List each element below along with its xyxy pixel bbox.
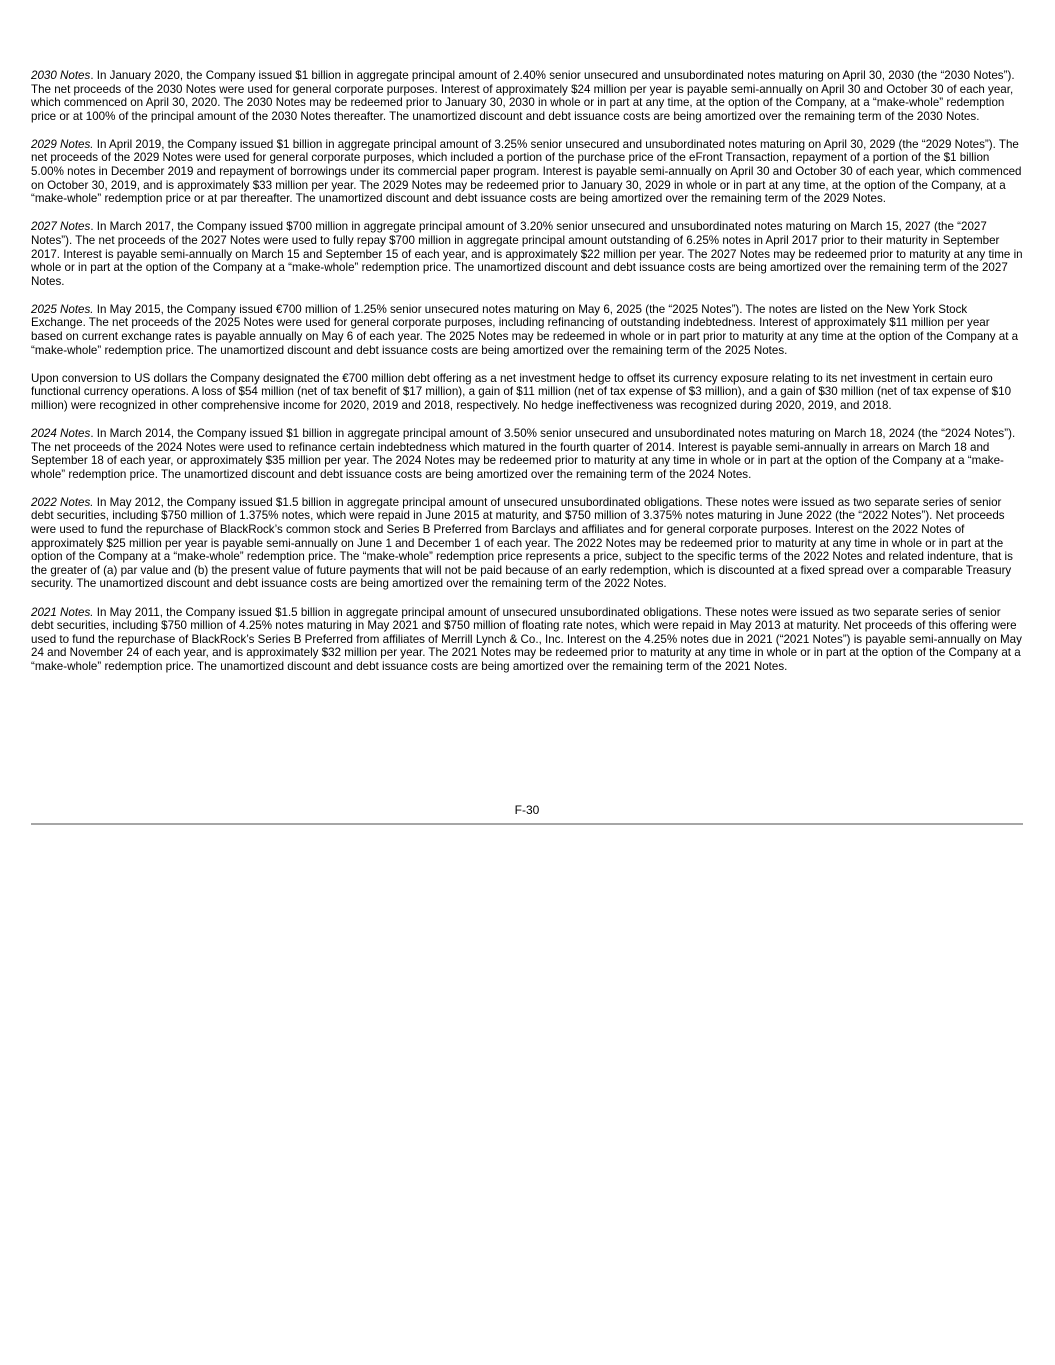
- paragraph-net-investment-hedge: [31, 372, 1023, 413]
- paragraph-2027-notes: [31, 220, 1023, 288]
- paragraph-heading: 2030 Notes: [31, 69, 91, 82]
- paragraph-heading: 2029 Notes.: [31, 137, 94, 151]
- paragraph-separator: .: [90, 69, 97, 82]
- paragraph-2029-notes: [31, 138, 1023, 206]
- paragraph-separator: .: [90, 426, 97, 440]
- page-divider: [31, 823, 1023, 825]
- paragraph-text: In May 2015, the Company issued €700 million of 1.25% senior unsecured notes maturing on May 6, 2025 (the “2025 Notes”). The notes are listed on the New York Stock Exchange. The net proceeds of the 2025 Notes were used for general corporate purposes, including refinancing of outstanding indebtedness. Interest of approximately $11 million per year based on current exchange rates is payable annually on May 6 of each year. The 2025 Notes may be redeemed in whole or in part prior to maturity at any time at the option of the Company at a “make-whole” redemption price. The unamortized discount and debt issuance costs are being amortized over the remaining term of the 2025 Notes.: [31, 302, 1019, 357]
- paragraph-heading: 2021 Notes.: [31, 605, 94, 619]
- paragraph-2024-notes: [31, 427, 1023, 481]
- paragraph-text: In May 2012, the Company issued $1.5 billion in aggregate principal amount of unsecured unsubordinated obligations. These notes were issued as two separate series of senior debt securities, including $750 million of 1.375% notes, which were repaid in June 2015 at maturity, and $750 million of 3.375% notes maturing in June 2022 (the “2022 Notes”). Net proceeds were used to fund the repurchase of BlackRock’s common stock and Series B Preferred from Barclays and affiliates and for general corporate purposes. Interest on the 2022 Notes of approximately $25 million per year is payable semi-annually on June 1 and December 1 of each year. The 2022 Notes may be redeemed prior to maturity at any time in whole or in part at the option of the Company at a “make-whole” redemption price. The “make-whole” redemption price represents a price, subject to the specific terms of the 2022 Notes and related indenture, that is the greater of (a) par value and (b) the present value of future payments that will not be paid because of an early redemption, which is discounted at a fixed spread over a comparable Treasury security. The unamortized discount and debt issuance costs are being amortized over the remaining term of the 2022 Notes.: [31, 495, 1013, 591]
- paragraph-text: In March 2017, the Company issued $700 million in aggregate principal amount of 3.20% senior unsecured and unsubordinated notes maturing on March 15, 2027 (the “2027 Notes”). The net proceeds of the 2027 Notes were used to fully repay $700 million in aggregate principal amount outstanding of 6.25% notes in April 2017 prior to their maturity in September 2017. Interest is payable semi-annually on March 15 and September 15 of each year, and is approximately $22 million per year. The 2027 Notes may be redeemed prior to maturity at any time in whole or in part at the option of the Company at a “make-whole” redemption price. The unamortized discount and debt issuance costs are being amortized over the remaining term of the 2027 Notes.: [31, 220, 1023, 288]
- paragraph-text: Upon conversion to US dollars the Company designated the €700 million debt offering as a net investment hedge to offset its currency exposure relating to its net investment in certain euro functional currency operations. A loss of $54 million (net of tax benefit of $17 million), a gain of $11 million (net of tax expense of $3 million), and a gain of $30 million (net of tax expense of $10 million) were recognized in other comprehensive income for 2020, 2019 and 2018, respectively. No hedge ineffectiveness was recognized during 2020, 2019, and 2018.: [31, 371, 1012, 412]
- paragraph-2021-notes: [31, 606, 1023, 674]
- page-number: F-30: [514, 803, 540, 817]
- paragraph-heading: 2025 Notes.: [31, 302, 94, 316]
- paragraph-heading: 2022 Notes.: [31, 495, 94, 509]
- paragraph-2025-notes: [31, 303, 1023, 357]
- paragraph-text: In March 2014, the Company issued $1 billion in aggregate principal amount of 3.50% senior unsecured and unsubordinated notes maturing on March 18, 2024 (the “2024 Notes”). The net proceeds of the 2024 Notes were used to refinance certain indebtedness which matured in the fourth quarter of 2014. Interest is payable semi-annually in arrears on March 18 and September 18 of each year, or approximately $35 million per year. The 2024 Notes may be redeemed prior to maturity at any time in whole or in part at the option of the Company at a “make-whole” redemption price. The unamortized discount and debt issuance costs are being amortized over the remaining term of the 2024 Notes.: [31, 426, 1016, 481]
- paragraph-heading: 2027 Notes: [31, 220, 91, 234]
- paragraph-2022-notes: [31, 496, 1023, 591]
- paragraph-text: In January 2020, the Company issued $1 billion in aggregate principal amount of 2.40% senior unsecured and unsubordinated notes maturing on April 30, 2030 (the “2030 Notes”). The net proceeds of the 2030 Notes were used for general corporate purposes. Interest of approximately $24 million per year is payable semi-annually on April 30 and October 30 of each year, which commenced on April 30, 2020. The 2030 Notes may be redeemed prior to January 30, 2030 in whole or in part at any time, at the option of the Company, at a “make-whole” redemption price or at 100% of the principal amount of the 2030 Notes thereafter. The unamortized discount and debt issuance costs are being amortized over the remaining term of the 2030 Notes.: [31, 69, 1015, 123]
- paragraph-text: In April 2019, the Company issued $1 billion in aggregate principal amount of 3.25% senior unsecured and unsubordinated notes maturing on April 30, 2029 (the “2029 Notes”). The net proceeds of the 2029 Notes were used for general corporate purposes, which included a portion of the purchase price of the eFront Transaction, repayment of a portion of the $1 billion 5.00% notes in December 2019 and repayment of borrowings under its commercial paper program. Interest is payable semi-annually on April 30 and October 30 of each year, which commenced on October 30, 2019, and is approximately $33 million per year. The 2029 Notes may be redeemed prior to January 30, 2029 in whole or in part at any time, at the option of the Company, at a “make-whole” redemption price or at par thereafter. The unamortized discount and debt issuance costs are being amortized over the remaining term of the 2029 Notes.: [31, 137, 1022, 206]
- paragraph-heading: 2024 Notes: [31, 426, 91, 440]
- paragraph-separator: .: [90, 220, 97, 234]
- paragraph-text: In May 2011, the Company issued $1.5 billion in aggregate principal amount of unsecured unsubordinated obligations. These notes were issued as two separate series of senior debt securities, including $750 million of 4.25% notes maturing in May 2021 and $750 million of floating rate notes, which were repaid in May 2013 at maturity. Net proceeds of this offering were used to fund the repurchase of BlackRock’s Series B Preferred from affiliates of Merrill Lynch & Co., Inc. Interest on the 4.25% notes due in 2021 (“2021 Notes”) is payable semi-annually on May 24 and November 24 of each year, and is approximately $32 million per year. The 2021 Notes may be redeemed prior to maturity at any time in whole or in part at the option of the Company at a “make-whole” redemption price. The unamortized discount and debt issuance costs are being amortized over the remaining term of the 2021 Notes.: [31, 605, 1022, 673]
- document-body: [31, 69, 1023, 688]
- paragraph-2030-notes: [31, 69, 1023, 123]
